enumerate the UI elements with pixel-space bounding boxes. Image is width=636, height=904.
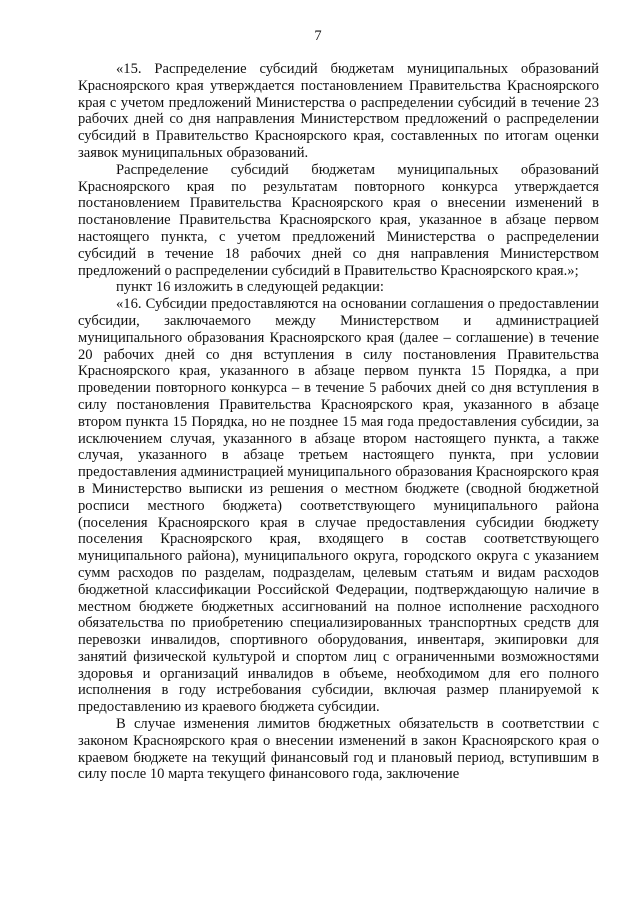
page-number: 7: [314, 28, 322, 44]
paragraph-15-second: Распределение субсидий бюджетам муниципальных образований Красноярского края по результатам повторного конкурса утверждается постановлением Правительства Красноярского края о внесении изменений в постановление Правительства Красноярского края, указанное в абзаце первом настоящего пункта, с учетом предложений Министерства о распределении субсидий в течение 18 рабочих дней со дня направления Министерством предложений о распределении субсидий в Правительство Красноярского края.»;: [78, 161, 599, 279]
paragraph-16-first: «16. Субсидии предоставляются на основании соглашения о предоставлении субсидии, заключаемого между Министерством и администрацией муниципального образования Красноярского края (далее – соглашение) в течение 20 рабочих дней со дня вступления в силу постановления Правительства Красноярского края, указанного в абзаце первом пункта 15 Порядка, а при проведении повторного конкурса – в течение 5 рабочих дней со дня вступления в силу постановления Правительства Красноярского края, указанного в абзаце втором пункта 15 Порядка, но не позднее 15 мая года предоставления субсидии, за исключением случая, указанного в абзаце втором настоящего пункта, а также случая, указанного в абзаце третьем настоящего пункта, при условии предоставления администрацией муниципального образования Красноярского края в Министерство выписки из решения о местном бюджете (сводной бюджетной росписи местного бюджета) соответствующего муниципального района (поселения Красноярского края в случае предоставления субсидии бюджету поселения Красноярского края, входящего в состав соответствующего муниципального района), муниципального округа, городского округа с указанием сумм расходов по разделам, подразделам, целевым статьям и видам расходов бюджетной классификации Российской Федерации, подтверждающую наличие в местном бюджете бюджетных ассигнований на полное исполнение расходного обязательства по приобретению специализированных транспортных средств для перевозки инвалидов, спортивного оборудования, инвентаря, экипировки для занятий физической культурой и спортом лиц с ограниченными возможностями здоровья и организаций инвалидов в объеме, необходимом для его полного исполнения в году истребования субсидии, включая размер планируемой к предоставлению из краевого бюджета субсидии.: [78, 296, 599, 716]
paragraph-amendment-intro: пункт 16 изложить в следующей редакции:: [116, 279, 384, 296]
document-body: [78, 61, 599, 783]
paragraph-16-second: В случае изменения лимитов бюджетных обязательств в соответствии с законом Красноярского края о внесении изменений в закон Красноярского края о краевом бюджете на текущий финансовый год и плановый период, вступившим в силу после 10 марта текущего финансового года, заключение: [78, 716, 599, 783]
paragraph-15-first: «15. Распределение субсидий бюджетам муниципальных образований Красноярского края утверждается постановлением Правительства Красноярского края с учетом предложений Министерства о распределении субсидий в течение 23 рабочих дней со дня направления Министерством предложений о распределении субсидий в Правительство Красноярского края, составленных по итогам оценки заявок муниципальных образований.: [78, 61, 599, 161]
